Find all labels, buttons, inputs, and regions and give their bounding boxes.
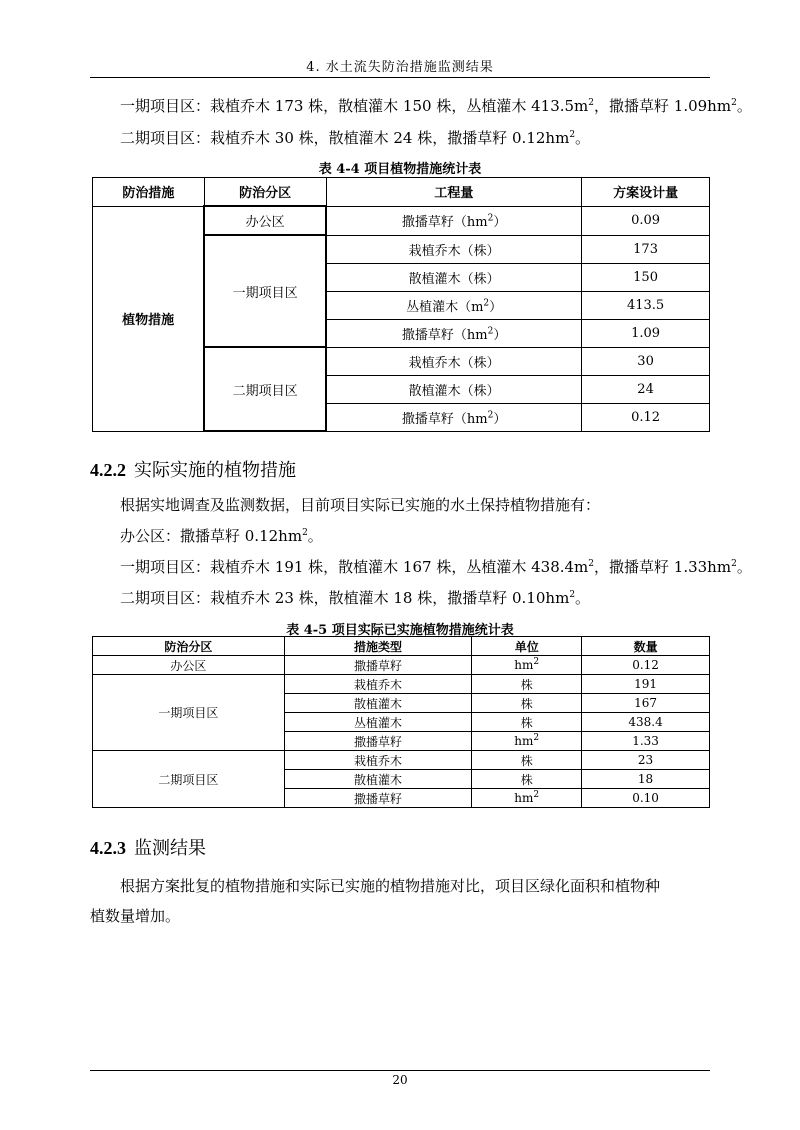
unit-cell: 株: [472, 675, 582, 694]
unit-cell: 株: [472, 770, 582, 789]
table-4-4-caption: 表 4-4 项目植物措施统计表: [318, 162, 482, 177]
item-cell: 撒播草籽$(hm^2)$: [326, 319, 582, 347]
table-row: [93, 751, 710, 770]
item-cell: 丛植灌木$(m^2)$: [326, 291, 582, 319]
col-header-unit: 单位: [472, 637, 582, 656]
item-cell: 散植灌木（株）: [326, 263, 582, 291]
table-header-row: [93, 178, 710, 207]
item-cell: 撒播草籽$(hm^2)$: [326, 206, 582, 235]
qty-cell: 167: [582, 694, 710, 713]
section-4-2-3-heading: 4.2.3 监测结果: [90, 838, 206, 859]
type-cell: 散植灌木: [284, 770, 472, 789]
qty-cell: 18: [582, 770, 710, 789]
qty-cell: 23: [582, 751, 710, 770]
value-cell: 24: [582, 375, 710, 403]
value-cell: 0.09: [582, 206, 710, 235]
footer-rule: [90, 1070, 710, 1071]
col-header-zone: 防治分区: [93, 637, 285, 656]
table-4-5: [92, 636, 710, 808]
table-4-4: [92, 177, 710, 432]
measure-cell: 植物措施: [93, 206, 205, 431]
table-row: [93, 206, 710, 235]
unit-cell: 株: [472, 751, 582, 770]
qty-cell: 0.10: [582, 789, 710, 808]
unit-cell: $hm^2$: [472, 656, 582, 675]
value-cell: 0.12: [582, 403, 710, 431]
zone-cell-office: 办公区: [204, 206, 326, 235]
type-cell: 撒播草籽: [284, 732, 472, 751]
intro-phase1: 一期项目区：栽植乔木 173 株，散植灌木 150 株，丛植灌木 $413.5m^2$，撒播草籽 $1.09hm^2$。: [120, 97, 752, 115]
page-number: 20: [392, 1073, 408, 1087]
zone-cell-phase2: 二期项目区: [204, 347, 326, 431]
value-cell: 30: [582, 347, 710, 375]
type-cell: 丛植灌木: [284, 713, 472, 732]
item-cell: 散植灌木（株）: [326, 375, 582, 403]
zone-cell-phase1: 一期项目区: [204, 235, 326, 347]
item-cell: 栽植乔木（株）: [326, 235, 582, 263]
section-4-2-2-p4: 二期项目区：栽植乔木 23 株，散植灌木 18 株，撒播草籽 $0.10hm^2$。: [120, 589, 591, 607]
qty-cell: 191: [582, 675, 710, 694]
type-cell: 撒播草籽: [284, 789, 472, 808]
type-cell: 栽植乔木: [284, 675, 472, 694]
unit-cell: $hm^2$: [472, 789, 582, 808]
section-4-2-2-p3: 一期项目区：栽植乔木 191 株，散植灌木 167 株，丛植灌木 $438.4m^2$，撒播草籽 $1.33hm^2$。: [120, 558, 752, 576]
zone-cell-phase1: 一期项目区: [93, 675, 285, 751]
col-header-type: 措施类型: [284, 637, 472, 656]
col-header-measure: 防治措施: [93, 178, 205, 207]
section-4-2-3-p2: 植数量增加。: [90, 907, 181, 925]
intro-phase2: 二期项目区：栽植乔木 30 株，散植灌木 24 株，撒播草籽 $0.12hm^2$。: [120, 129, 591, 147]
section-4-2-3-p1: 根据方案批复的植物措施和实际已实施的植物措施对比，项目区绿化面积和植物种: [120, 877, 661, 895]
zone-cell-office: 办公区: [93, 656, 285, 675]
table-4-5-caption: 表 4-5 项目实际已实施植物措施统计表: [286, 623, 514, 638]
table-row: [93, 656, 710, 675]
header-rule: [90, 77, 710, 78]
item-cell: 撒播草籽$(hm^2)$: [326, 403, 582, 431]
col-header-design: 方案设计量: [582, 178, 710, 207]
section-4-2-2-heading: 4.2.2 实际实施的植物措施: [90, 460, 296, 481]
value-cell: 150: [582, 263, 710, 291]
qty-cell: 438.4: [582, 713, 710, 732]
col-header-qty: 数量: [582, 637, 710, 656]
zone-cell-phase2: 二期项目区: [93, 751, 285, 808]
value-cell: 173: [582, 235, 710, 263]
unit-cell: 株: [472, 713, 582, 732]
col-header-quantity: 工程量: [326, 178, 582, 207]
col-header-zone: 防治分区: [204, 178, 326, 207]
qty-cell: 1.33: [582, 732, 710, 751]
running-header: 4. 水土流失防治措施监测结果: [306, 60, 494, 75]
type-cell: 撒播草籽: [284, 656, 472, 675]
qty-cell: 0.12: [582, 656, 710, 675]
unit-cell: $hm^2$: [472, 732, 582, 751]
section-4-2-2-p2: 办公区：撒播草籽 $0.12hm^2$。: [120, 527, 323, 545]
section-4-2-2-p1: 根据实地调查及监测数据，目前项目实际已实施的水土保持植物措施有：: [120, 496, 601, 514]
table-header-row: [93, 637, 710, 656]
unit-cell: 株: [472, 694, 582, 713]
item-cell: 栽植乔木（株）: [326, 347, 582, 375]
table-row: [93, 675, 710, 694]
value-cell: 413.5: [582, 291, 710, 319]
type-cell: 栽植乔木: [284, 751, 472, 770]
type-cell: 散植灌木: [284, 694, 472, 713]
value-cell: 1.09: [582, 319, 710, 347]
